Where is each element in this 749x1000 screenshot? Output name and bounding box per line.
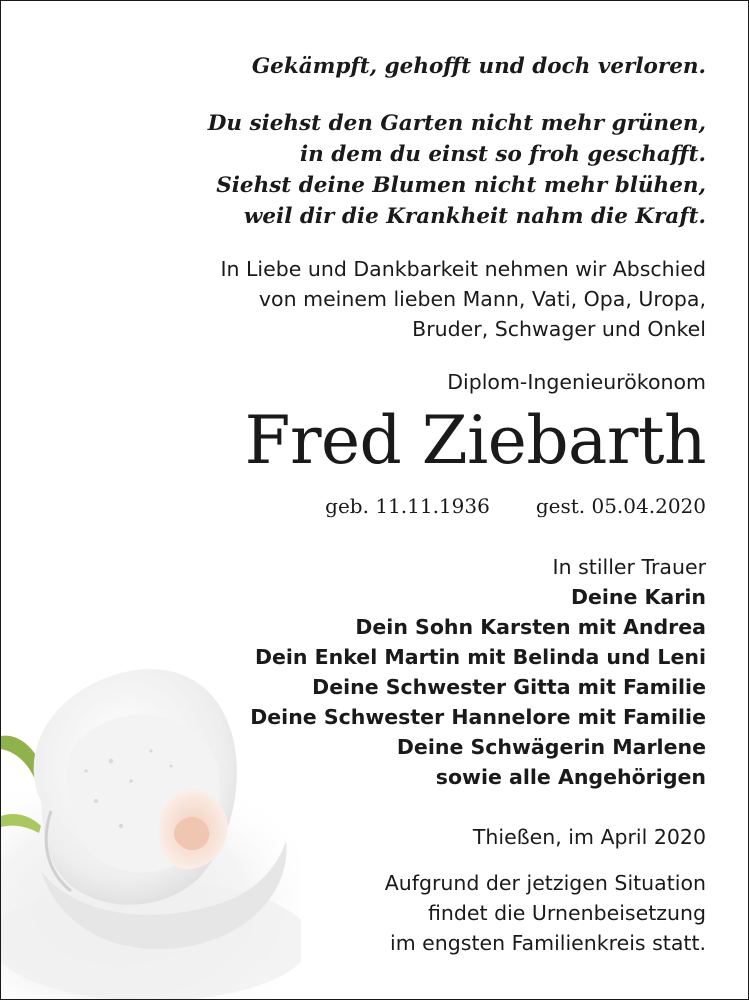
birth-date: geb. 11.11.1936 bbox=[325, 494, 490, 518]
mourners-intro: In stiller Trauer bbox=[552, 555, 706, 579]
mourner-entry: Deine Schwägerin Marlene bbox=[396, 735, 706, 759]
poem-line: in dem du einst so froh geschafft. bbox=[299, 142, 706, 167]
notice-line: im engsten Familienkreis statt. bbox=[390, 931, 706, 955]
place-date-text: Thießen, im April 2020 bbox=[472, 825, 706, 849]
farewell-line: In Liebe und Dankbarkeit nehmen wir Abschied bbox=[220, 257, 706, 281]
funeral-notice bbox=[385, 868, 706, 958]
poem-line: Gekämpft, gehofft und doch verloren. bbox=[251, 54, 706, 79]
mourner-entry: Dein Sohn Karsten mit Andrea bbox=[355, 615, 706, 639]
poem-line: weil dir die Krankheit nahm die Kraft. bbox=[243, 204, 706, 229]
notice-line: Aufgrund der jetzigen Situation bbox=[384, 871, 706, 895]
place-date bbox=[473, 822, 706, 852]
mourner-entry: Deine Karin bbox=[570, 585, 706, 609]
mourners-list bbox=[250, 552, 706, 792]
life-dates bbox=[325, 491, 706, 521]
mourner-entry: Dein Enkel Martin mit Belinda und Leni bbox=[254, 645, 706, 669]
mourner-entry: sowie alle Angehörigen bbox=[435, 765, 706, 789]
poem-line: Du siehst den Garten nicht mehr grünen, bbox=[207, 111, 706, 136]
farewell-line: Bruder, Schwager und Onkel bbox=[412, 317, 706, 341]
mourner-entry: Deine Schwester Gitta mit Familie bbox=[312, 675, 706, 699]
farewell-text bbox=[220, 254, 706, 344]
poem-verse bbox=[208, 108, 706, 232]
notice-line: findet die Urnenbeisetzung bbox=[427, 901, 706, 925]
deceased-name: Fred Ziebarth bbox=[244, 402, 706, 479]
deceased-title-text: Diplom-Ingenieurökonom bbox=[447, 370, 706, 394]
poem-line: Siehst deine Blumen nicht mehr blühen, bbox=[216, 173, 706, 198]
death-date: gest. 05.04.2020 bbox=[535, 494, 706, 518]
poem-first-line bbox=[252, 51, 706, 82]
farewell-line: von meinem lieben Mann, Vati, Opa, Uropa, bbox=[258, 287, 706, 311]
mourner-entry: Deine Schwester Hannelore mit Familie bbox=[250, 705, 706, 729]
